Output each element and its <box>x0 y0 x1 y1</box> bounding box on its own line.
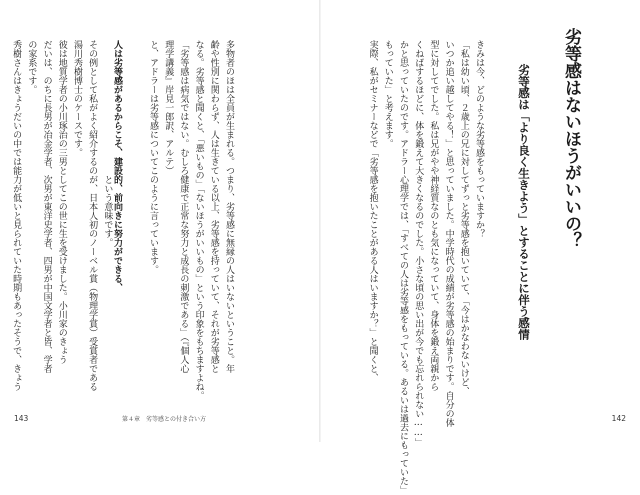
right-page-body: きみは今、どのような劣等感をもっていますか？ 「私は幼い頃、２歳上の兄に対してずっと劣等感を抱いていて、「今はかなわないけど、 いつか追い越してやる！」と思っていました。中学時代の成績が劣等感の始まりです。自分の体 型に対してでした。私は兄がやや神経質なのとも気になっていて、身体を鍛え両親から くねばするほどに、体を鍛えて大きくなるのでした。小さな頃の思い出が今でも忘れられない……」 かと思っていたのです。アドラー心理学では、「すべての人は劣等感をもっている。あるいは過去にもっていた」 もっていた」と考えます。 実際、私がセミナーなどで「劣等感を抱いたことがある人はいますか？」と聞くと、 <box>367 40 484 495</box>
left-page-body: 多物者のほは全員が生まれる。つまり、劣等感に無縁の人はいないということ。年 齢や性別に関わらず、人は生きている以上、劣等感を持っていて、それが劣等感と なる。劣等感と聞くと、「悪いもの」「ないほうがいいもの」という印象をもちますよね。 「劣等感は病気ではない。むしろ健康で正常な努力と成長の刺激である」（『個人心 理学講義』岸見一郎訳、アルテ） と、アドラーは劣等感についてこのように言っています。 という意味です。 その例として私がよく紹介するのが、日本人初のノーベル賞（物理学賞）受賞者である 湯川秀樹博士のケースです。 彼は地質学者の小川琢治の三男としてこの世に生を受けました。小川家のきょう だいは、のちに長男が冶金学者、次男が東洋史学者、四男が中国文学者と皆、学者 の家系です。 秀樹さんはきょうだいの中では能力が低いと見られていた時期もあったそうで、きょう <box>11 40 234 400</box>
left-page-emphasis: 人は劣等感があるからこそ、建設的、前向きに努力ができる、 <box>112 40 122 292</box>
right-page <box>320 0 640 495</box>
section-title: 劣等感はないほうがいいの？ <box>561 28 581 249</box>
left-page-number: 143 <box>14 414 29 423</box>
right-page-number: 142 <box>611 414 626 423</box>
section-subtitle: 劣等感は「より良く生きよう」とすることに伴う感情 <box>517 64 531 340</box>
running-head: 第４章 劣等感との付き合い方 <box>122 416 207 423</box>
left-page <box>0 0 320 442</box>
